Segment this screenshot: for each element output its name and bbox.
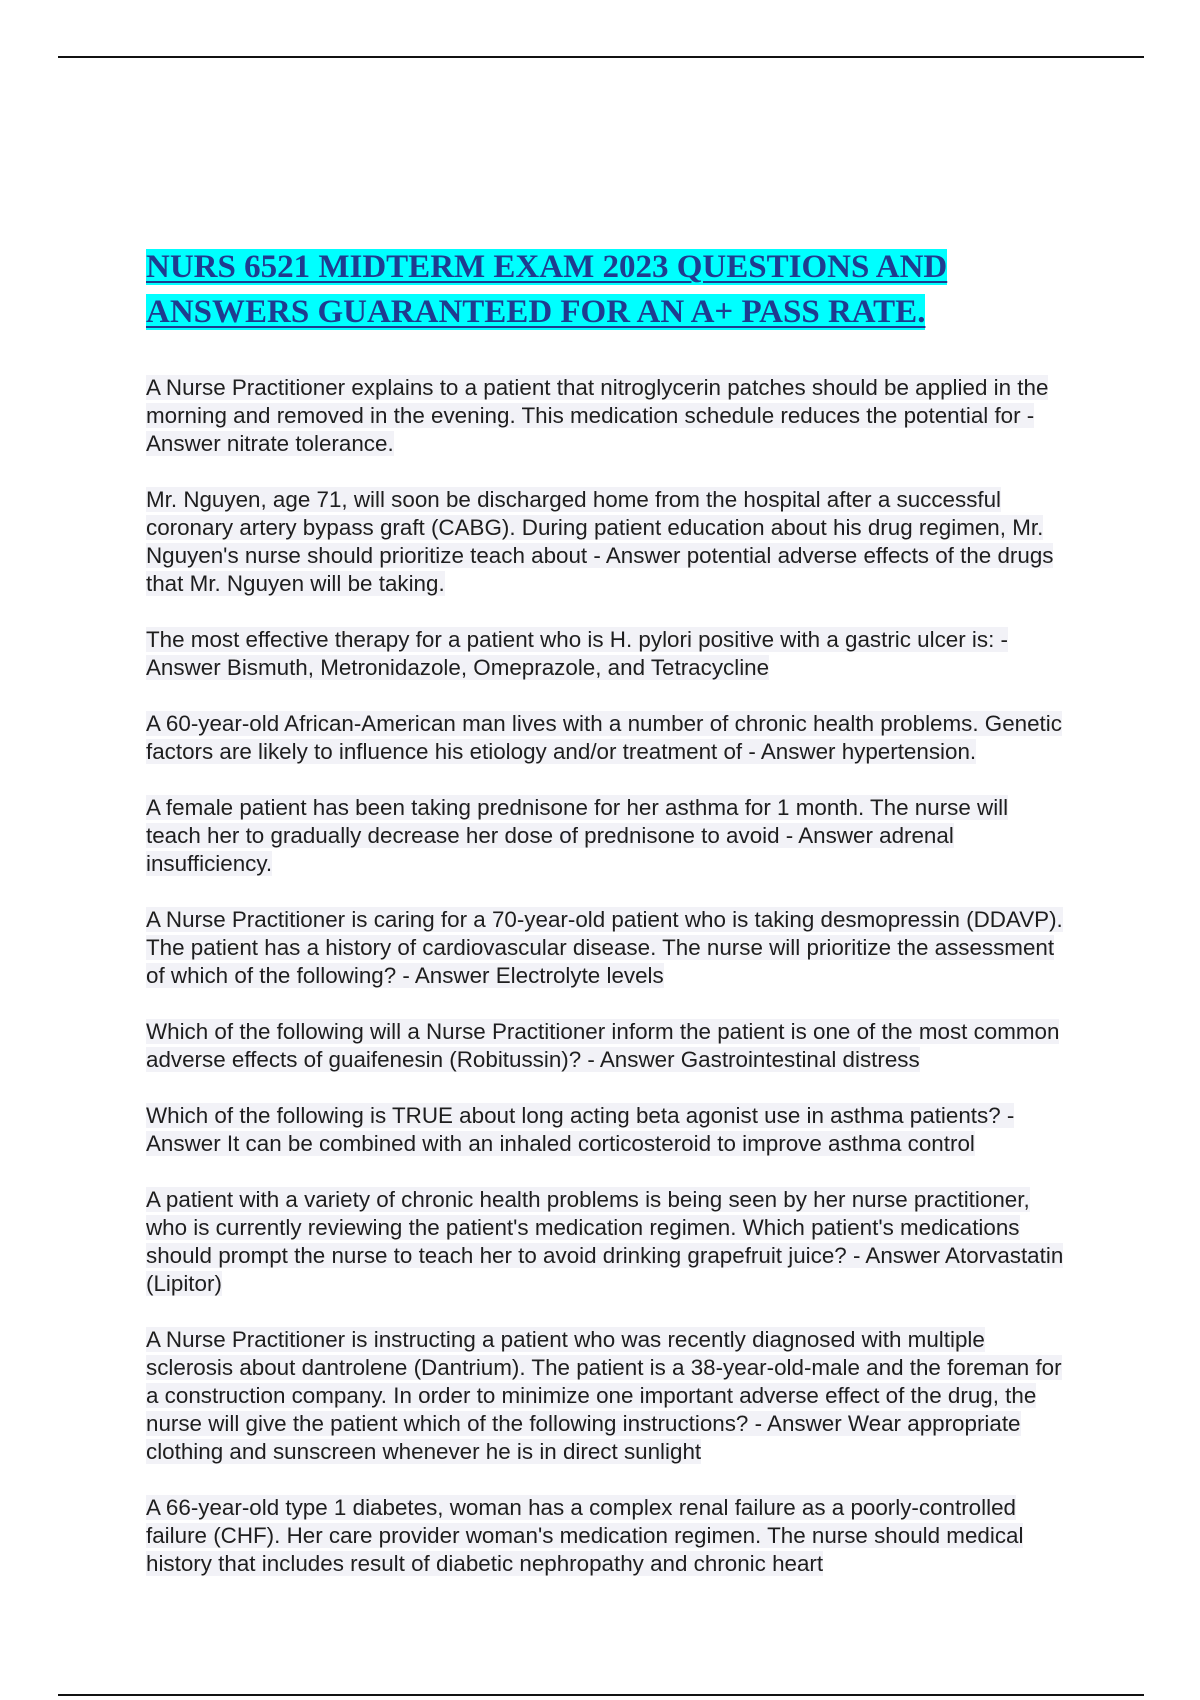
qa-text: A patient with a variety of chronic health problems is being seen by her nurse practitioner, who is currently reviewing the patient's medication regimen. Which patient's medications should prompt the nurse to teach her to avoid drinking grapefruit juice? - Answer Atorvastatin (Lipitor) bbox=[146, 1187, 1064, 1296]
qa-item-11 bbox=[146, 1494, 1066, 1578]
qa-item-9 bbox=[146, 1186, 1066, 1298]
qa-text: Which of the following will a Nurse Practitioner inform the patient is one of the most common adverse effects of guaifenesin (Robitussin)? - Answer Gastrointestinal distress bbox=[146, 1019, 1060, 1072]
qa-text: Mr. Nguyen, age 71, will soon be discharged home from the hospital after a successful coronary artery bypass graft (CABG). During patient education about his drug regimen, Mr. Nguyen's nurse should prioritize teach about - Answer potential adverse effects of the drugs that Mr. Nguyen will be taking. bbox=[146, 487, 1054, 596]
qa-item-5 bbox=[146, 794, 1066, 878]
title-line-2: ANSWERS GUARANTEED FOR AN A+ PASS RATE. bbox=[146, 294, 926, 330]
qa-item-3 bbox=[146, 626, 1066, 682]
qa-item-6 bbox=[146, 906, 1066, 990]
qa-text: A Nurse Practitioner explains to a patient that nitroglycerin patches should be applied in the morning and removed in the evening. This medication schedule reduces the potential for - Answer nitrate tolerance. bbox=[146, 375, 1049, 456]
qa-text: A 60-year-old African-American man lives with a number of chronic health problems. Genetic factors are likely to influence his etiology and/or treatment of - Answer hypertension. bbox=[146, 711, 1062, 764]
qa-item-8 bbox=[146, 1102, 1066, 1158]
qa-list bbox=[146, 374, 1066, 1606]
title-line-1: NURS 6521 MIDTERM EXAM 2023 QUESTIONS AND bbox=[146, 249, 948, 285]
qa-text: A Nurse Practitioner is instructing a patient who was recently diagnosed with multiple sclerosis about dantrolene (Dantrium). The patient is a 38-year-old-male and the foreman for a construction company. In order to minimize one important adverse effect of the drug, the nurse will give the patient which of the following instructions? - Answer Wear appropriate clothing and sunscreen whenever he is in direct sunlight bbox=[146, 1327, 1062, 1464]
qa-text: A 66-year-old type 1 diabetes, woman has a complex renal failure as a poorly-controlled failure (CHF). Her care provider woman's medication regimen. The nurse should medical history that includes result of diabetic nephropathy and chronic heart bbox=[146, 1495, 1024, 1576]
qa-item-4 bbox=[146, 710, 1066, 766]
qa-item-10 bbox=[146, 1326, 1066, 1466]
bottom-divider bbox=[58, 1694, 1144, 1696]
qa-item-7 bbox=[146, 1018, 1066, 1074]
qa-text: A female patient has been taking prednisone for her asthma for 1 month. The nurse will teach her to gradually decrease her dose of prednisone to avoid - Answer adrenal insufficiency. bbox=[146, 795, 1009, 876]
qa-text: Which of the following is TRUE about long acting beta agonist use in asthma patients? - Answer It can be combined with an inhaled corticosteroid to improve asthma control bbox=[146, 1103, 1015, 1156]
qa-item-2 bbox=[146, 486, 1066, 598]
top-divider bbox=[58, 56, 1144, 58]
qa-text: The most effective therapy for a patient who is H. pylori positive with a gastric ulcer is: - Answer Bismuth, Metronidazole, Omeprazole, and Tetracycline bbox=[146, 627, 1008, 680]
qa-text: A Nurse Practitioner is caring for a 70-year-old patient who is taking desmopressin (DDAVP). The patient has a history of cardiovascular disease. The nurse will prioritize the assessment of which of the following? - Answer Electrolyte levels bbox=[146, 907, 1063, 988]
qa-item-1 bbox=[146, 374, 1066, 458]
document-title bbox=[146, 245, 1046, 335]
